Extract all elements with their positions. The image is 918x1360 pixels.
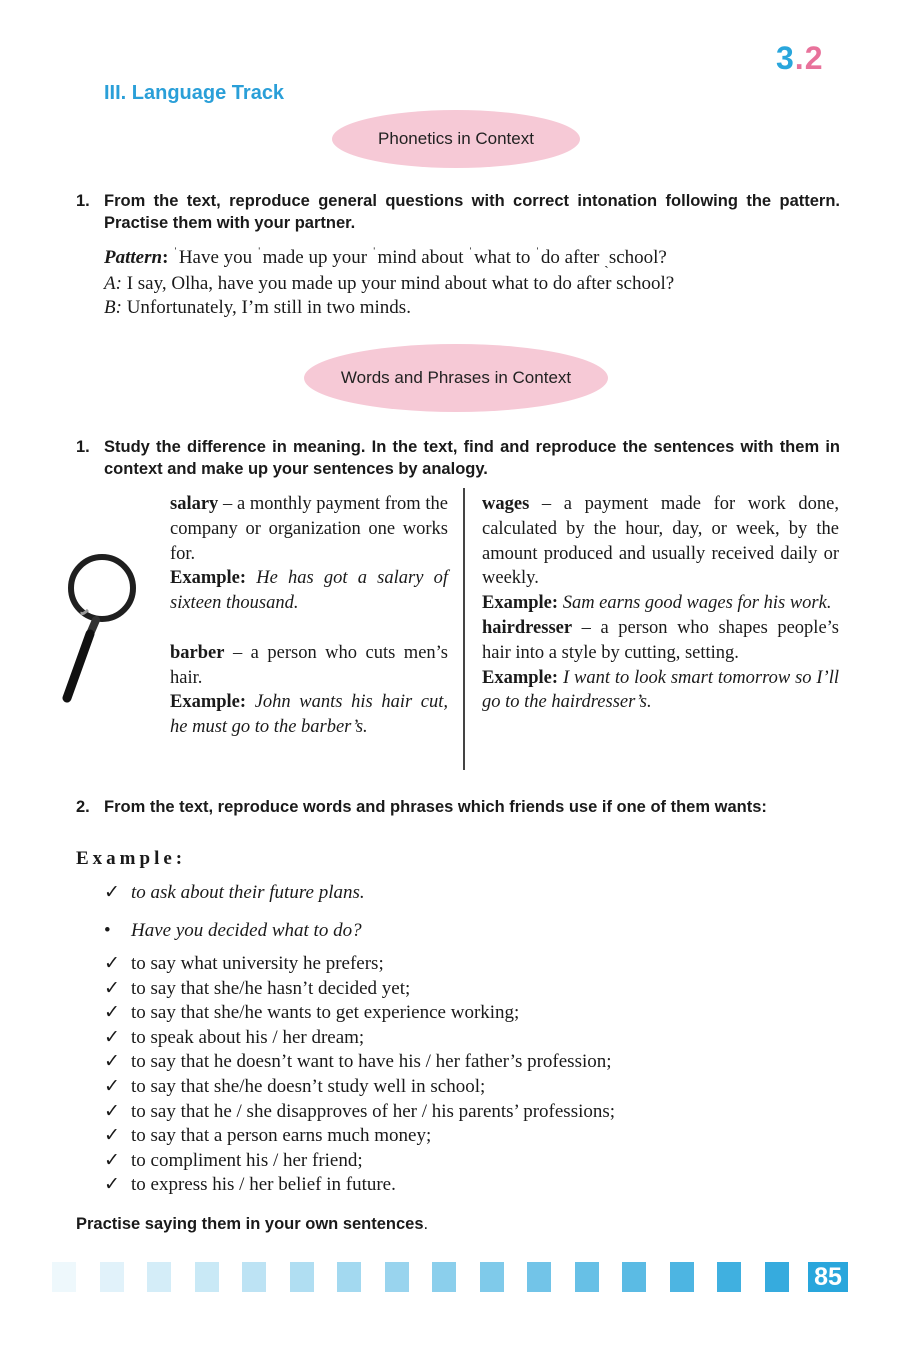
pattern-word: what to [473, 247, 531, 268]
list-item [104, 1050, 615, 1075]
footer-square [242, 1262, 266, 1292]
section-title: III. Language Track [104, 82, 285, 104]
example-answer-text: Have you decided what to do? [131, 920, 362, 941]
definition-hairdresser [482, 616, 839, 666]
list-item [104, 1026, 615, 1051]
example-heading: Example: [76, 848, 187, 869]
list-item-text: to say what university he prefers; [131, 953, 384, 974]
footer-square [385, 1262, 409, 1292]
check-icon: ✓ [104, 1100, 120, 1122]
footer-square [100, 1262, 124, 1292]
words-heading [304, 344, 608, 412]
check-icon: ✓ [104, 1149, 120, 1171]
phonetics-heading-label: Phonetics in Context [378, 129, 534, 148]
example-label: Example: [170, 568, 247, 589]
footer-square [432, 1262, 456, 1292]
definition-salary [170, 492, 448, 566]
term: salary [170, 494, 219, 514]
example-sentence: I want to look smart tomorrow so I’ll go to the hairdresser’s. [482, 667, 840, 713]
bullet-icon: • [104, 920, 111, 941]
definitions-right-column [482, 492, 839, 715]
term: barber [170, 642, 225, 663]
definition-text: – a person who shapes people’s hair into a style by cutting, setting. [482, 617, 839, 663]
pattern-word: Have you [178, 247, 253, 268]
footer-square [290, 1262, 314, 1292]
example-answer [104, 919, 362, 943]
stress-mark-icon: ˈ [256, 246, 262, 261]
example-barber [170, 690, 448, 740]
stress-mark-icon: ˈ [173, 246, 178, 261]
footer-square [52, 1262, 76, 1292]
task-phonetics [76, 190, 840, 234]
footer-square [527, 1262, 551, 1292]
term: hairdresser [482, 617, 573, 638]
list-item-text: to say that she/he hasn’t decided yet; [131, 977, 411, 999]
dialogue-line [104, 272, 674, 296]
footer-gradient-squares [0, 1262, 808, 1292]
list-item-text: to say that he doesn’t want to have his / her father’s profession; [131, 1051, 612, 1073]
falling-tone-icon: ˎ [604, 254, 609, 269]
example-wages [482, 591, 839, 616]
practise-text: Practise saying them in your own sentences [76, 1215, 424, 1233]
list-item [104, 952, 615, 977]
definition-text: – a monthly payment from the company or organization one works for. [170, 494, 448, 564]
list-item [104, 1001, 615, 1026]
check-icon: ✓ [104, 1075, 120, 1097]
definition-text: – a payment made for work done, calculated by the hour, day, or week, by the amount produced and usually received daily or weekly. [482, 494, 839, 589]
task-instruction: Study the difference in meaning. In the text, find and reproduce the sentences with them in context and make up your sentences by analogy. [104, 438, 840, 478]
page-number: 85 [808, 1262, 848, 1292]
check-icon: ✓ [104, 1026, 120, 1048]
footer-square [765, 1262, 789, 1292]
list-item-text: to say that a person earns much money; [131, 1125, 432, 1147]
example-prompt [104, 881, 365, 905]
check-icon: ✓ [104, 977, 120, 999]
footer-square [147, 1262, 171, 1292]
stress-mark-icon: ˈ [468, 246, 473, 261]
footer-square [480, 1262, 504, 1292]
dialogue-line [104, 296, 411, 320]
task-number: 1. [76, 192, 90, 210]
unit-dot: . [794, 40, 805, 76]
definition-wages [482, 492, 839, 591]
list-item [104, 1124, 615, 1149]
pattern-word: made up your [262, 247, 368, 268]
unit-number [776, 40, 823, 77]
task-instruction: From the text, reproduce words and phrases which friends use if one of them wants: [104, 798, 767, 816]
dialogue-speaker: B: [104, 297, 122, 318]
footer-square [337, 1262, 361, 1292]
example-prompt-text: to ask about their future plans. [131, 882, 365, 903]
magnifying-glass-icon [58, 548, 138, 708]
practise-instruction [76, 1215, 428, 1234]
list-item-text: to compliment his / her friend; [131, 1149, 363, 1171]
footer-square [717, 1262, 741, 1292]
task-instruction: From the text, reproduce general questions with correct intonation following the pattern. Practise them with your partner. [104, 192, 840, 232]
words-heading-label: Words and Phrases in Context [340, 368, 572, 387]
list-item-text: to speak about his / her dream; [131, 1026, 365, 1048]
pattern-word: school? [608, 247, 667, 268]
list-item-text: to express his / her belief in future. [131, 1174, 396, 1196]
task-phrases [76, 796, 840, 818]
intonation-pattern: Pattern: $^ˈ$Have you $^ˈ$made up your $^ˈ$mind about $^ˈ$what to $^ˈ$do after ˎschool? [104, 246, 667, 269]
phonetics-heading [332, 110, 580, 168]
definitions-left-column [170, 492, 448, 740]
stress-mark-icon: ˈ [371, 246, 377, 261]
list-item [104, 1100, 615, 1125]
footer-square [670, 1262, 694, 1292]
check-icon: ✓ [104, 882, 120, 903]
term: wages [482, 494, 530, 514]
list-item [104, 1075, 615, 1100]
example-sentence: He has got a salary of sixteen thousand. [170, 568, 448, 614]
check-icon: ✓ [104, 1002, 120, 1024]
list-item [104, 1173, 615, 1198]
unit-minor: 2 [804, 40, 824, 76]
task-vocabulary [76, 436, 840, 480]
phrase-checklist [104, 952, 615, 1198]
task-number: 2. [76, 798, 90, 816]
dialogue-text: Unfortunately, I’m still in two minds. [126, 297, 411, 318]
dialogue-text: I say, Olha, have you made up your mind about what to do after school? [126, 273, 675, 294]
definition-text: – a person who cuts men’s hair. [170, 642, 448, 688]
list-item-text: to say that she/he wants to get experience working; [131, 1002, 520, 1024]
pattern-label: Pattern [104, 247, 163, 268]
check-icon: ✓ [104, 953, 120, 974]
check-icon: ✓ [104, 1125, 120, 1147]
dialogue-speaker: A: [104, 273, 122, 294]
list-item-text: to say that he / she disapproves of her / his parents’ professions; [131, 1100, 616, 1122]
column-divider [463, 488, 465, 770]
example-label: Example: [482, 667, 559, 688]
pattern-word: mind about [377, 247, 464, 268]
stress-mark-icon: ˈ [535, 246, 540, 261]
pattern-word: do after [540, 247, 600, 268]
example-label: Example: [170, 692, 247, 713]
example-sentence: Sam earns good wages for his work. [562, 593, 832, 614]
example-hairdresser [482, 666, 839, 716]
check-icon: ✓ [104, 1174, 120, 1196]
example-salary [170, 566, 448, 616]
list-item [104, 977, 615, 1002]
list-item [104, 1149, 615, 1174]
footer-square [622, 1262, 646, 1292]
definition-barber [170, 641, 448, 691]
example-label: Example: [482, 593, 559, 614]
footer-square [195, 1262, 219, 1292]
practise-period: . [423, 1215, 429, 1233]
unit-major: 3 [776, 40, 795, 76]
list-item-text: to say that she/he doesn’t study well in school; [131, 1075, 486, 1097]
task-number: 1. [76, 438, 90, 456]
check-icon: ✓ [104, 1051, 120, 1073]
footer-square [575, 1262, 599, 1292]
example-sentence: John wants his hair cut, he must go to the barber’s. [170, 692, 449, 738]
